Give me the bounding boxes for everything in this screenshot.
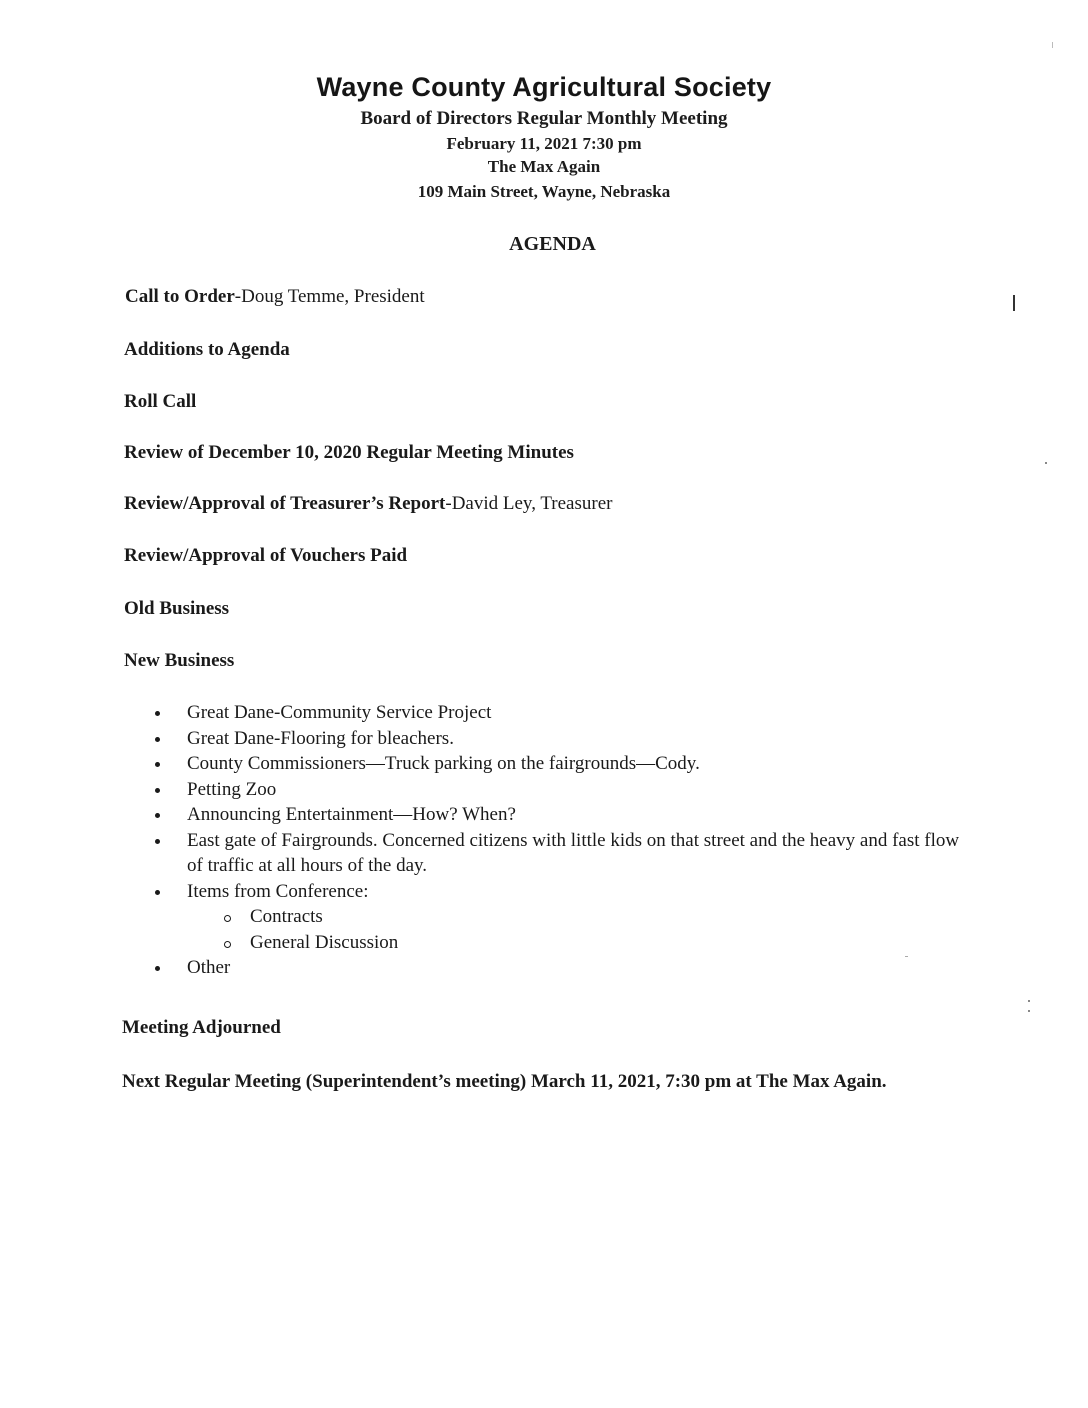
scan-artifact bbox=[1013, 295, 1015, 311]
agenda-item-old-business bbox=[124, 598, 229, 620]
list-item: Petting Zoo bbox=[150, 777, 970, 803]
scan-artifact bbox=[1028, 1010, 1030, 1012]
agenda-item-detail: -David Ley, Treasurer bbox=[445, 493, 613, 514]
scan-artifact bbox=[905, 956, 908, 957]
list-item: Items from Conference: bbox=[150, 879, 970, 905]
agenda-item-call-to-order bbox=[125, 286, 425, 308]
sub-list-item: General Discussion bbox=[150, 930, 970, 956]
sub-list-item: Contracts bbox=[150, 904, 970, 930]
agenda-item-treasurer-report bbox=[124, 493, 612, 515]
agenda-item-label: Call to Order bbox=[125, 286, 235, 307]
meeting-address: 109 Main Street, Wayne, Nebraska bbox=[417, 182, 671, 201]
list-item: Announcing Entertainment—How? When? bbox=[150, 802, 970, 828]
scan-artifact bbox=[1045, 462, 1047, 464]
agenda-item-label: Meeting Adjourned bbox=[122, 1017, 281, 1038]
agenda-item-vouchers bbox=[124, 545, 407, 567]
agenda-item-label: Review/Approval of Vouchers Paid bbox=[124, 545, 408, 566]
agenda-item-label: Old Business bbox=[124, 598, 230, 619]
agenda-item-review-minutes bbox=[124, 442, 574, 464]
meeting-venue: The Max Again bbox=[487, 157, 601, 176]
new-business-list bbox=[150, 700, 970, 981]
list-item: Great Dane-Flooring for bleachers. bbox=[150, 726, 970, 752]
agenda-item-label: Review of December 10, 2020 Regular Meeting Minutes bbox=[124, 442, 574, 463]
agenda-item-label: Roll Call bbox=[124, 391, 197, 412]
agenda-item-roll-call bbox=[124, 391, 196, 413]
next-meeting-note: Next Regular Meeting (Superintendent’s meeting) March 11, 2021, 7:30 pm at The Max Again. bbox=[122, 1071, 887, 1092]
scan-artifact bbox=[1028, 1000, 1030, 1002]
agenda-item-adjourned bbox=[122, 1017, 281, 1039]
scan-artifact bbox=[1052, 42, 1053, 48]
list-item: East gate of Fairgrounds. Concerned citizens with little kids on that street and the heavy and fast flow of traffic at all hours of the day. bbox=[150, 828, 970, 879]
agenda-heading: AGENDA bbox=[509, 233, 596, 255]
list-item: Other bbox=[150, 955, 970, 981]
agenda-item-detail: -Doug Temme, President bbox=[234, 286, 425, 307]
agenda-item-label: New Business bbox=[124, 650, 235, 671]
meeting-date: February 11, 2021 7:30 pm bbox=[446, 134, 642, 153]
organization-title: Wayne County Agricultural Society bbox=[316, 72, 772, 102]
agenda-item-label: Additions to Agenda bbox=[124, 339, 290, 360]
meeting-type: Board of Directors Regular Monthly Meeting bbox=[360, 108, 728, 129]
agenda-item-label: Review/Approval of Treasurer’s Report bbox=[124, 493, 446, 514]
agenda-item-new-business bbox=[124, 650, 234, 672]
list-item: Great Dane-Community Service Project bbox=[150, 700, 970, 726]
list-item: County Commissioners—Truck parking on the fairgrounds—Cody. bbox=[150, 751, 970, 777]
agenda-item-additions bbox=[124, 339, 290, 361]
